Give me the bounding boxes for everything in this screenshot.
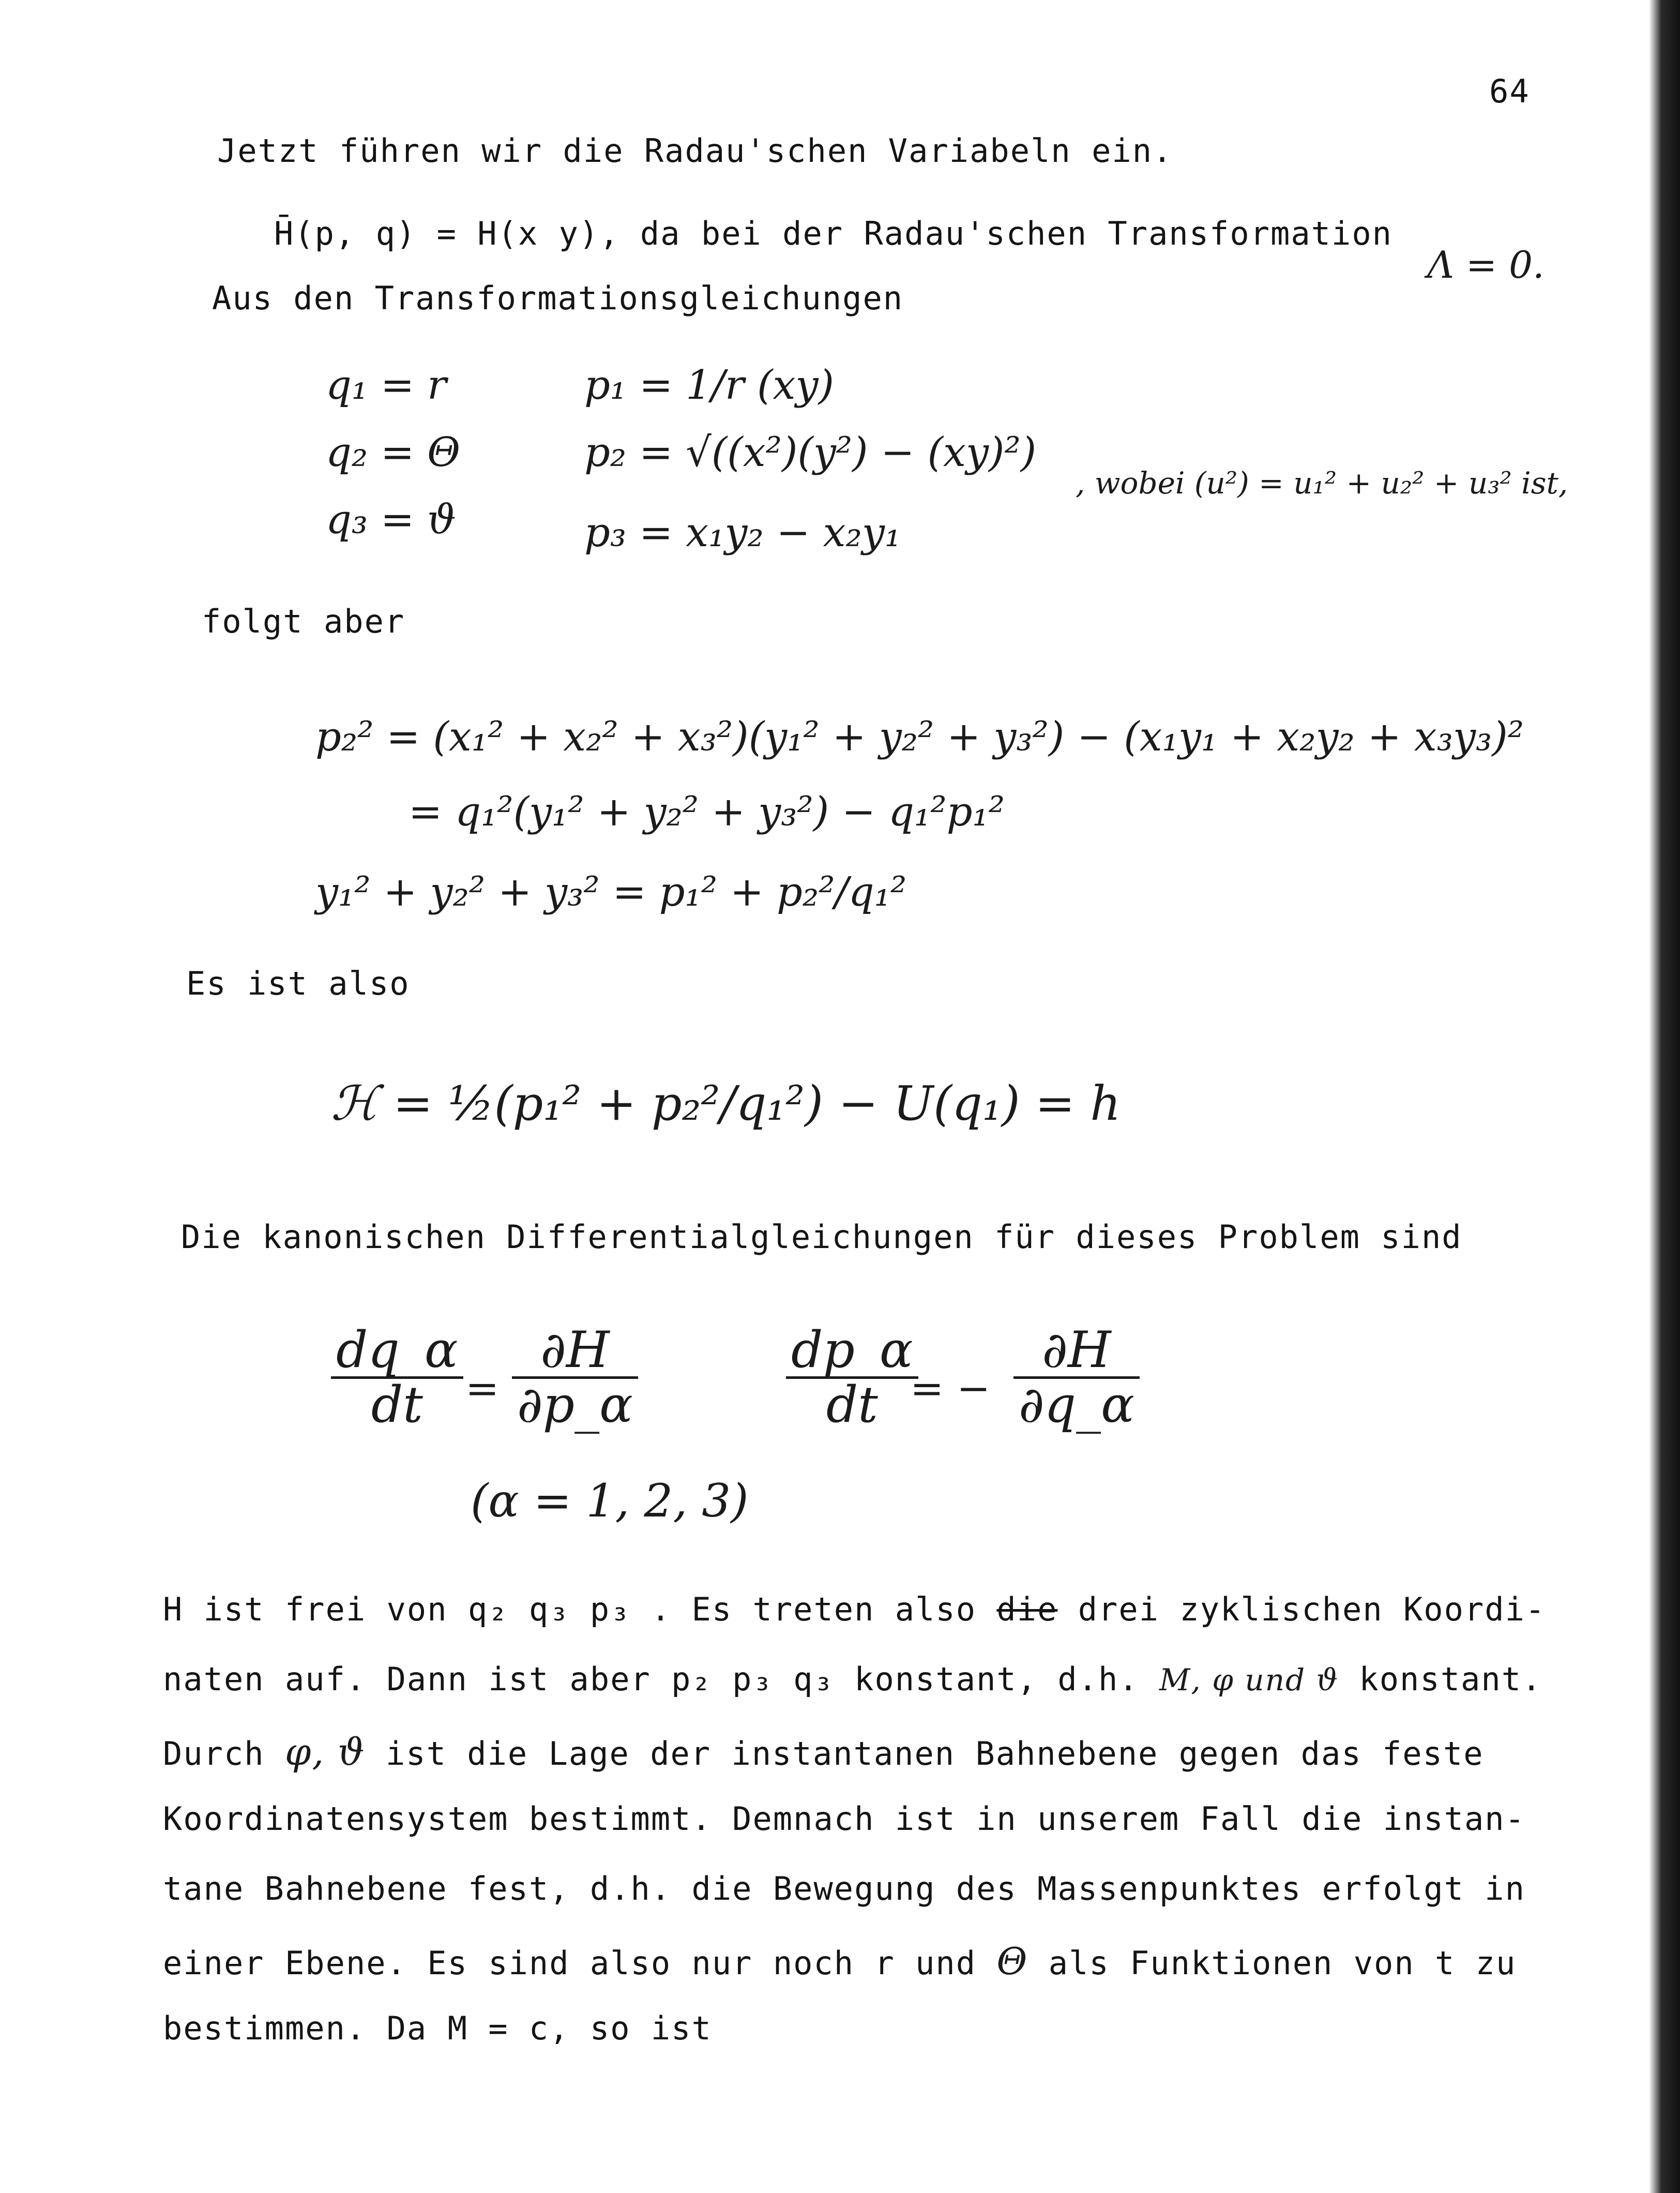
para-line-3c: ist die Lage der instantanen Bahnebene gegen das feste <box>385 1735 1484 1773</box>
frac-dH-dq <box>1013 1321 1140 1434</box>
eq-p2-squared-2: = q₁²(y₁² + y₂² + y₃²) − q₁²p₁² <box>408 789 1005 835</box>
text-kanonische: Die kanonischen Differentialgleichungen für dieses Problem sind <box>181 1218 1462 1256</box>
eq-p1: p₁ = 1/r (xy) <box>584 362 835 409</box>
eq-alpha-range: (α = 1, 2, 3) <box>471 1474 749 1527</box>
eq-hamiltonian: ℋ = ½(p₁² + p₂²/q₁²) − U(q₁) = h <box>331 1076 1121 1131</box>
para-line-6 <box>163 1940 1516 1983</box>
frac-dH-num: ∂H <box>540 1321 610 1379</box>
text-line-3: Aus den Transformationsgleichungen <box>212 279 904 317</box>
eq-q1: q₁ = r <box>326 362 447 409</box>
frac-dp-num: dp_α <box>791 1321 913 1379</box>
eq-q3: q₃ = ϑ <box>326 497 456 543</box>
theta-hand: Θ <box>996 1940 1028 1983</box>
para-line-1a: H ist frei von q₂ q₃ p₃ . Es treten also <box>163 1590 977 1628</box>
eq-p2-squared: p₂² = (x₁² + x₂² + x₃²)(y₁² + y₂² + y₃²) − (x₁y₁ + x₂y₂ + x₃y₃)² <box>315 714 1524 760</box>
frac-dH-dp <box>512 1321 638 1434</box>
frac-dq-dt <box>331 1321 463 1434</box>
eq-p2: p₂ = √((x²)(y²) − (xy)²) <box>584 429 1037 476</box>
text-folgt-aber: folgt aber <box>202 603 405 640</box>
para-line-5: tane Bahnebene fest, d.h. die Bewegung des Massenpunktes erfolgt in <box>163 1870 1525 1907</box>
para-line-2-hand: M, φ und ϑ <box>1159 1662 1339 1698</box>
para-line-2c: konstant. <box>1359 1660 1542 1698</box>
para-line-3 <box>163 1730 1484 1774</box>
frac-dp-den: ∂p_α <box>517 1375 633 1434</box>
para-line-6c: als Funktionen von t zu <box>1048 1944 1517 1982</box>
eq-wobei: , wobei (u²) = u₁² + u₂² + u₃² ist, <box>1076 465 1568 501</box>
text-line-1: Jetzt führen wir die Radau'schen Variabeln ein. <box>217 132 1173 170</box>
eq-sign-1: = <box>465 1365 500 1412</box>
text-es-ist-also: Es ist also <box>186 965 410 1002</box>
para-line-2 <box>163 1660 1542 1698</box>
page-number: 64 <box>1489 72 1530 110</box>
para-line-3-hand: φ, ϑ <box>284 1730 366 1774</box>
lambda-zero: Λ = 0. <box>1427 243 1545 287</box>
eq-p3: p₃ = x₁y₂ − x₂y₁ <box>584 509 901 556</box>
eq-q2: q₂ = Θ <box>326 429 461 476</box>
frac-dt-den-2: dt <box>826 1375 878 1434</box>
para-line-6a: einer Ebene. Es sind also nur noch r und <box>163 1944 977 1982</box>
para-line-7: bestimmen. Da M = c, so ist <box>163 2009 712 2047</box>
frac-dt-den: dt <box>371 1375 423 1434</box>
para-line-2a: naten auf. Dann ist aber p₂ p₃ q₃ konstant, d.h. <box>163 1660 1139 1698</box>
struck-word: die <box>996 1590 1058 1628</box>
para-line-1 <box>163 1590 1546 1628</box>
text-line-2: H̄(p, q) = H(x y), da bei der Radau'schen Transformation <box>274 215 1393 252</box>
eq-sign-2: = − <box>910 1365 991 1412</box>
frac-dq-num: dq_α <box>336 1321 458 1379</box>
eq-y-sum: y₁² + y₂² + y₃² = p₁² + p₂²/q₁² <box>315 869 907 915</box>
frac-dp-dt <box>786 1321 918 1434</box>
scan-edge-shadow <box>1649 0 1680 2193</box>
para-line-1b: drei zyklischen Koordi- <box>1078 1590 1546 1628</box>
para-line-3a: Durch <box>163 1735 265 1773</box>
frac-dq-den: ∂q_α <box>1019 1375 1134 1434</box>
frac-dH-num-2: ∂H <box>1042 1321 1111 1379</box>
para-line-4: Koordinatensystem bestimmt. Demnach ist in unserem Fall die instan- <box>163 1800 1525 1838</box>
